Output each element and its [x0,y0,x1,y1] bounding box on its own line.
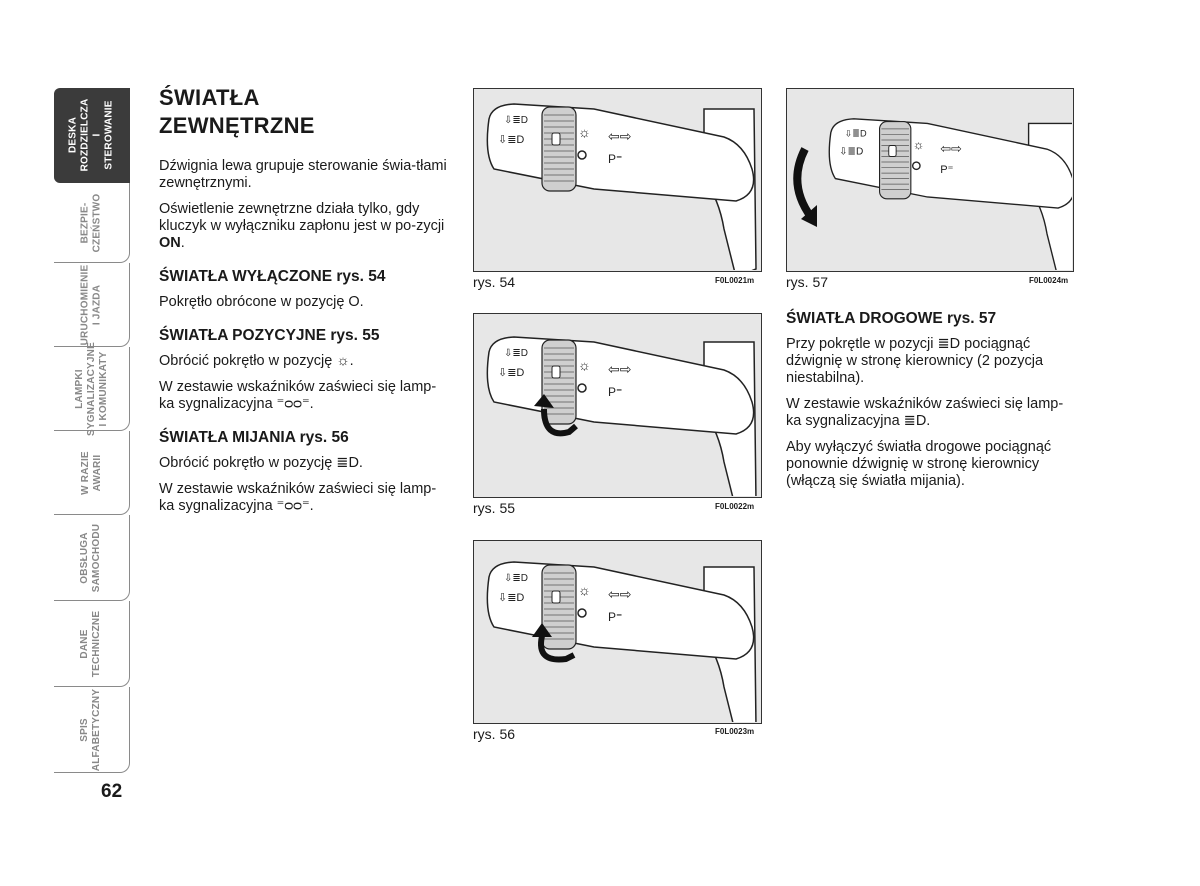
sidebar-tab-uruchomienie[interactable] [54,263,130,347]
figure-55-image [473,313,762,498]
sidebar-tab-label: W RAZIE AWARII [79,450,103,495]
page-title: ŚWIATŁA ZEWNĘTRZNE [159,85,315,138]
lever-illustration [474,314,760,496]
sidebar-tab-lampki[interactable] [54,341,130,436]
figure-57-image [786,88,1074,272]
sidebar-tab-bezpieczenstwo[interactable] [54,183,130,263]
lever-illustration [474,89,760,270]
sidebar-tab-label: BEZPIE- CZEŃSTWO [79,193,103,252]
section-text-lights-off: Pokrętło obrócone w pozycję O. [159,294,364,310]
section-heading-lights-off: ŚWIATŁA WYŁĄCZONE rys. 54 [159,268,386,285]
sidebar-tab-label: SPIS ALFABETYCZNY [79,688,103,771]
section-text-high-beam-off: Aby wyłączyć światła drogowe pociągnąć ponownie dźwignię w stronę kierownicy (włączą się światła mijania). [786,439,1052,489]
figure-56-code: F0L0023m [715,727,755,736]
section-text-high-beam: Przy pokrętle w pozycji ≣D pociągnąć dźwignię w stronę kierownicy (2 pozycja niestabilna). [786,336,1044,386]
ignition-note [159,201,447,252]
main-column [159,84,447,524]
figure-54-code: F0L0021m [715,276,755,285]
ignition-on-label: ON [159,235,181,251]
pull-arrow-icon [797,149,811,217]
section-heading-dipped-beam: ŚWIATŁA MIJANIA rys. 56 [159,429,349,446]
ignition-note-end: . [180,235,185,251]
figure-56-image [473,540,762,724]
lever-illustration [474,541,760,722]
lever-illustration [787,89,1072,270]
figure-57-code: F0L0024m [1029,276,1069,285]
figure-55-code: F0L0022m [715,502,755,511]
section-heading-high-beam: ŚWIATŁA DROGOWE rys. 57 [786,310,997,327]
sidebar-tab-label: DESKA ROZDZIELCZA I STEROWANIE [67,98,115,172]
figure-57-caption: rys. 57 [786,274,829,290]
sidebar-tab-awarii[interactable] [54,431,130,515]
section-text-dipped-beam: Obrócić pokrętło w pozycję ≣D. [159,455,363,471]
section-heading-position-lights: ŚWIATŁA POZYCYJNE rys. 55 [159,327,380,344]
sidebar-tab-label: URUCHOMIENIE I JAZDA [79,264,103,345]
ignition-note-text: Oświetlenie zewnętrzne działa tylko, gdy kluczyk w wyłączniku zapłonu jest w po-zycji [159,201,445,234]
section-text-position-lights-indicator: W zestawie wskaźników zaświeci się lamp-ka sygnalizacyjna ⁼ᴑᴑ⁼. [159,379,437,412]
figure-54-image [473,88,762,272]
intro-paragraph: Dźwignia lewa grupuje sterowanie świa-tłami zewnętrznymi. [159,158,447,191]
section-text-dipped-beam-indicator: W zestawie wskaźników zaświeci się lamp-ka sygnalizacyjna ⁼ᴑᴑ⁼. [159,481,437,514]
sidebar-tab-obsluga[interactable] [54,515,130,601]
sidebar-tab-spis[interactable] [54,687,130,773]
sidebar-tab-label: LAMPKI SYGNALIZACYJNE I KOMUNIKATY [73,341,109,436]
section-text-position-lights: Obrócić pokrętło w pozycję ☼. [159,353,354,369]
figure-56-caption: rys. 56 [473,726,516,742]
sidebar-tab-dane[interactable] [54,601,130,687]
figure-54-caption: rys. 54 [473,274,516,290]
sidebar-tab-label: DANE TECHNICZNE [79,610,103,677]
sidebar-tab-deska[interactable] [54,88,130,183]
section-text-high-beam-indicator: W zestawie wskaźników zaświeci się lamp-ka sygnalizacyjna ≣D. [786,396,1064,429]
sidebar-tab-label: OBSŁUGA SAMOCHODU [79,523,103,592]
figure-55-caption: rys. 55 [473,500,516,516]
page-number: 62 [101,781,123,802]
right-column [786,310,1073,499]
